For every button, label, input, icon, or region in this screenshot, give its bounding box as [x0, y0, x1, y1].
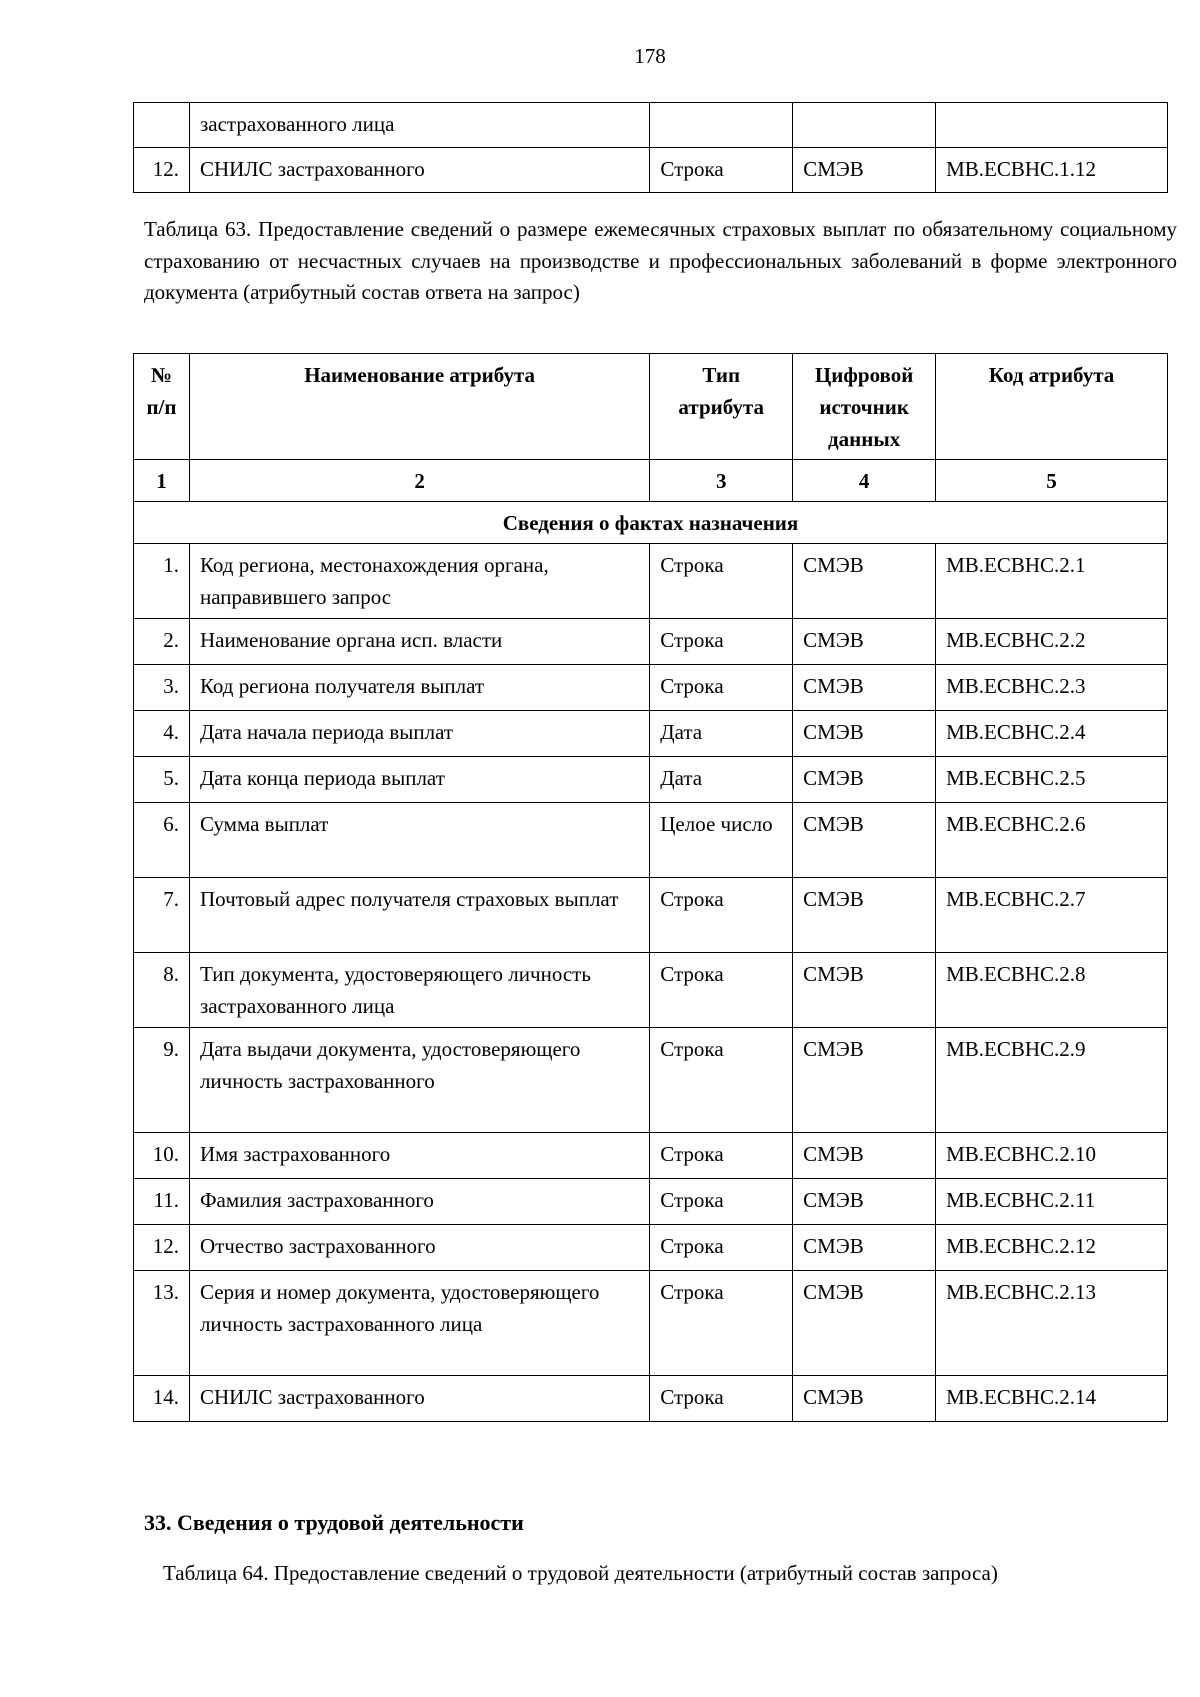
row-number-cell: 13. [134, 1271, 190, 1376]
index-cell: 4 [793, 460, 936, 502]
attribute-name-cell: Код региона получателя выплат [189, 665, 649, 711]
attribute-name-cell: Фамилия застрахованного [189, 1179, 649, 1225]
table-row [134, 878, 1168, 953]
attribute-code-cell: МВ.ЕСВНС.2.4 [936, 711, 1168, 757]
attribute-type-cell: Строка [650, 878, 793, 953]
table-row [134, 953, 1168, 1028]
table-row [134, 803, 1168, 878]
row-number-cell: 12. [134, 1225, 190, 1271]
attribute-code-cell [936, 103, 1168, 148]
attribute-name-cell: Имя застрахованного [189, 1133, 649, 1179]
column-index-row [134, 460, 1168, 502]
attribute-type-cell: Дата [650, 711, 793, 757]
attribute-type-cell: Строка [650, 1133, 793, 1179]
table-row [134, 148, 1168, 193]
section-row [134, 502, 1168, 544]
data-source-cell: СМЭВ [793, 711, 936, 757]
row-number-cell: 14. [134, 1376, 190, 1422]
row-number-cell: 9. [134, 1028, 190, 1133]
attribute-code-cell: МВ.ЕСВНС.2.14 [936, 1376, 1168, 1422]
page-number: 178 [634, 44, 666, 68]
table-row [134, 1225, 1168, 1271]
header-cell: Цифровой источник данных [793, 354, 936, 460]
table-64-caption: Таблица 64. Предоставление сведений о трудовой деятельности (атрибутный состав запроса) [163, 1561, 998, 1585]
attribute-code-cell: МВ.ЕСВНС.2.6 [936, 803, 1168, 878]
table-row [134, 544, 1168, 619]
attribute-code-cell: МВ.ЕСВНС.2.7 [936, 878, 1168, 953]
index-cell: 1 [134, 460, 190, 502]
row-number-cell: 6. [134, 803, 190, 878]
attribute-type-cell: Строка [650, 1028, 793, 1133]
row-number-cell: 12. [134, 148, 190, 193]
row-number-cell: 7. [134, 878, 190, 953]
row-number-cell: 2. [134, 619, 190, 665]
attribute-type-cell: Строка [650, 1271, 793, 1376]
data-source-cell: СМЭВ [793, 878, 936, 953]
data-source-cell: СМЭВ [793, 1271, 936, 1376]
index-cell: 2 [189, 460, 649, 502]
attribute-code-cell: МВ.ЕСВНС.2.5 [936, 757, 1168, 803]
attribute-name-cell: застрахованного лица [189, 103, 649, 148]
attribute-name-cell: Дата выдачи документа, удостоверяющего личность застрахованного [189, 1028, 649, 1133]
data-source-cell: СМЭВ [793, 1028, 936, 1133]
data-source-cell: СМЭВ [793, 953, 936, 1028]
table-63-body [134, 354, 1168, 1422]
data-source-cell: СМЭВ [793, 619, 936, 665]
attribute-type-cell [650, 103, 793, 148]
attribute-code-cell: МВ.ЕСВНС.2.11 [936, 1179, 1168, 1225]
attribute-name-cell: СНИЛС застрахованного [189, 148, 649, 193]
attribute-name-cell: Наименование органа исп. власти [189, 619, 649, 665]
attribute-name-cell: Почтовый адрес получателя страховых выплат [189, 878, 649, 953]
table-row [134, 619, 1168, 665]
section-title: Сведения о фактах назначения [134, 502, 1168, 544]
attribute-type-cell: Строка [650, 619, 793, 665]
data-source-cell: СМЭВ [793, 757, 936, 803]
attribute-code-cell: МВ.ЕСВНС.2.10 [936, 1133, 1168, 1179]
attribute-code-cell: МВ.ЕСВНС.1.12 [936, 148, 1168, 193]
attribute-code-cell: МВ.ЕСВНС.2.1 [936, 544, 1168, 619]
row-number-cell: 11. [134, 1179, 190, 1225]
table-row [134, 1179, 1168, 1225]
row-number-cell: 8. [134, 953, 190, 1028]
attribute-name-cell: Сумма выплат [189, 803, 649, 878]
data-source-cell: СМЭВ [793, 803, 936, 878]
attribute-code-cell: МВ.ЕСВНС.2.9 [936, 1028, 1168, 1133]
attribute-type-cell: Строка [650, 1179, 793, 1225]
data-source-cell: СМЭВ [793, 1225, 936, 1271]
attribute-type-cell: Строка [650, 953, 793, 1028]
row-number-cell: 3. [134, 665, 190, 711]
attribute-code-cell: МВ.ЕСВНС.2.13 [936, 1271, 1168, 1376]
data-source-cell: СМЭВ [793, 544, 936, 619]
table-header-row [134, 354, 1168, 460]
row-number-cell: 4. [134, 711, 190, 757]
data-source-cell [793, 103, 936, 148]
attribute-name-cell: Код региона, местонахождения органа, направившего запрос [189, 544, 649, 619]
attribute-type-cell: Целое число [650, 803, 793, 878]
row-number-cell: 5. [134, 757, 190, 803]
attribute-type-cell: Дата [650, 757, 793, 803]
table-row [134, 665, 1168, 711]
attribute-type-cell: Строка [650, 1225, 793, 1271]
table-63-caption: Таблица 63. Предоставление сведений о размере ежемесячных страховых выплат по обязательному социальному страхованию от несчастных случаев на производстве и профессиональных заболеваний в форме электронного документа (атрибутный состав ответа на запрос) [144, 217, 1177, 304]
header-cell: Код атрибута [936, 354, 1168, 460]
continued-table [133, 102, 1168, 193]
attribute-code-cell: МВ.ЕСВНС.2.12 [936, 1225, 1168, 1271]
attribute-name-cell: Дата начала периода выплат [189, 711, 649, 757]
table-row [134, 1028, 1168, 1133]
attribute-code-cell: МВ.ЕСВНС.2.3 [936, 665, 1168, 711]
row-number-cell [134, 103, 190, 148]
attribute-name-cell: Дата конца периода выплат [189, 757, 649, 803]
data-source-cell: СМЭВ [793, 1133, 936, 1179]
data-source-cell: СМЭВ [793, 1376, 936, 1422]
attribute-name-cell: СНИЛС застрахованного [189, 1376, 649, 1422]
header-cell: № п/п [134, 354, 190, 460]
row-number-cell: 10. [134, 1133, 190, 1179]
attribute-type-cell: Строка [650, 665, 793, 711]
header-cell: Тип атрибута [650, 354, 793, 460]
row-number-cell: 1. [134, 544, 190, 619]
table-row [134, 1271, 1168, 1376]
data-source-cell: СМЭВ [793, 148, 936, 193]
table-row [134, 757, 1168, 803]
table-row [134, 711, 1168, 757]
attribute-name-cell: Тип документа, удостоверяющего личность застрахованного лица [189, 953, 649, 1028]
table-63 [133, 353, 1168, 1422]
attribute-code-cell: МВ.ЕСВНС.2.8 [936, 953, 1168, 1028]
attribute-name-cell: Серия и номер документа, удостоверяющего личность застрахованного лица [189, 1271, 649, 1376]
index-cell: 3 [650, 460, 793, 502]
data-source-cell: СМЭВ [793, 665, 936, 711]
index-cell: 5 [936, 460, 1168, 502]
attribute-type-cell: Строка [650, 148, 793, 193]
continued-table-body [134, 103, 1168, 193]
attribute-name-cell: Отчество застрахованного [189, 1225, 649, 1271]
attribute-code-cell: МВ.ЕСВНС.2.2 [936, 619, 1168, 665]
attribute-type-cell: Строка [650, 1376, 793, 1422]
section-heading: 33. Сведения о трудовой деятельности [144, 1510, 524, 1535]
attribute-type-cell: Строка [650, 544, 793, 619]
table-row [134, 103, 1168, 148]
table-row [134, 1376, 1168, 1422]
data-source-cell: СМЭВ [793, 1179, 936, 1225]
table-row [134, 1133, 1168, 1179]
header-cell: Наименование атрибута [189, 354, 649, 460]
